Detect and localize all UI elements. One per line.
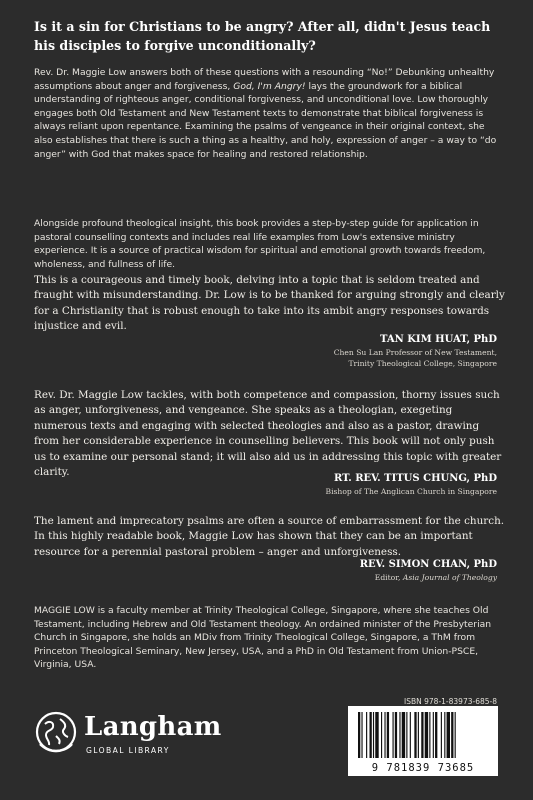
- endorser-role-2: Bishop of The Anglican Church in Singapore: [325, 487, 497, 496]
- endorsement-attribution-2: [326, 472, 497, 497]
- endorsement-quote-3: The lament and imprecatory psalms are often a source of embarrassment for the church. In this highly readable book, Maggie Low has shown that they can be an important resource for a perennial pastoral problem – anger and unforgiveness.: [34, 515, 505, 558]
- book-title-inline: God, I'm Angry!: [233, 80, 306, 92]
- barcode-bar: [370, 712, 372, 758]
- barcode-bar: [406, 712, 407, 758]
- barcode-bar: [395, 712, 397, 758]
- isbn-text: ISBN 978-1-83973-685-8: [404, 697, 497, 706]
- barcode-bar: [384, 712, 385, 758]
- description-paragraph-1: [34, 66, 506, 161]
- barcode-bar: [366, 712, 367, 758]
- publisher-logo: [34, 710, 234, 770]
- endorser-role-3: [360, 572, 497, 583]
- barcode-bar: [429, 712, 430, 758]
- barcode-bar: [444, 712, 445, 758]
- barcode-bar: [441, 712, 442, 758]
- endorser-name-3: REV. SIMON CHAN, PhD: [359, 559, 497, 570]
- endorser-role-1a: Chen Su Lan Professor of New Testament,: [333, 348, 497, 357]
- barcode-bar: [393, 712, 394, 758]
- barcode-bar: [433, 712, 434, 758]
- barcode: [348, 706, 498, 776]
- endorser-role-3-pre: Editor,: [374, 573, 403, 582]
- barcode-bar: [373, 712, 374, 758]
- description-paragraph-2: Alongside profound theological insight, this book provides a step-by-step guide for application in pastoral counselling contexts and includes real life examples from Low's extensive ministry experience. It is a source of practical wisdom for spiritual and emotional growth towards freedom, wholeness, and fullness of life.: [34, 218, 486, 270]
- barcode-bar: [435, 712, 437, 758]
- endorsement-quote-1: This is a courageous and timely book, delving into a topic that is seldom treated and fraught with misunderstanding. Dr. Low is to be thanked for arguing strongly and clearly for a Christianity that is robust enough to take into its ambit angry responses towards injustice and evil.: [34, 274, 505, 333]
- endorser-role-1b: Trinity Theological College, Singapore: [348, 359, 497, 368]
- barcode-bar: [381, 712, 382, 758]
- barcode-bar: [361, 712, 362, 758]
- barcode-bar: [425, 712, 428, 758]
- lede-question: Is it a sin for Christians to be angry? After all, didn't Jesus teach his disciples to forgive unconditionally?: [34, 19, 491, 53]
- barcode-bar: [447, 712, 450, 758]
- barcode-bar: [399, 712, 400, 758]
- barcode-bar: [421, 712, 423, 758]
- barcode-bar: [410, 712, 411, 758]
- globe-hands-icon: [34, 710, 78, 754]
- barcode-bar: [455, 712, 456, 758]
- description-1-pre: Rev. Dr. Maggie Low answers both of these questions with a resounding “No!” Debunking unhealthy assumptions about anger and forgiveness,: [34, 67, 495, 92]
- barcode-bar: [414, 712, 416, 758]
- author-bio: MAGGIE LOW is a faculty member at Trinity Theological College, Singapore, where she teaches Old Testament, including Hebrew and Old Testament theology. An ordained minister of the Presbyterian Church in Singapore, she holds an MDiv from Trinity Theological College, Singapore, a ThM from Princeton Theological Seminary, New Jersey, USA, and a PhD in Old Testament from Union-PSCE, Virginia, USA.: [34, 605, 492, 671]
- barcode-bar: [375, 712, 378, 758]
- publisher-subtitle: GLOBAL LIBRARY: [86, 746, 170, 755]
- endorsement-attribution-3: [360, 558, 497, 583]
- barcode-bar: [358, 712, 360, 758]
- endorsement-attribution-1: [334, 333, 497, 369]
- journal-title: Asia Journal of Theology: [402, 573, 497, 582]
- endorser-name-2: RT. REV. TITUS CHUNG, PhD: [333, 473, 497, 484]
- publisher-name: Langham: [84, 712, 222, 742]
- barcode-bar: [402, 712, 405, 758]
- barcode-bar: [451, 712, 453, 758]
- endorsement-quote-2: Rev. Dr. Maggie Low tackles, with both competence and compassion, thorny issues such as anger, unforgiveness, and vengeance. She speaks as a theologian, exegeting numerous texts and engaging with selected theologies and also as a pastor, drawing from her considerable experience in counselling believers. This book will not only push us to examine our personal stand; it will also aid us in addressing this topic with greater clarity.: [34, 389, 502, 479]
- description-1-post: lays the groundwork for a biblical understanding of righteous anger, conditional forgiveness, and unconditional love. Low thoroughly engages both Old Testament and New Testament texts to demonstrate that biblical forgiveness is always reliant upon repentance. Examining the psalms of vengeance in their original context, she also establishes that there is such a thing as a healthy, and holy, expression of anger – a way to “do anger” with God that makes space for healing and restored relationship.: [34, 80, 497, 160]
- barcode-bars: [348, 706, 498, 762]
- endorser-name-1: TAN KIM HUAT, PhD: [379, 334, 497, 345]
- barcode-bar: [418, 712, 419, 758]
- barcode-number: 9 781839 73685: [371, 762, 475, 774]
- barcode-bar: [387, 712, 389, 758]
